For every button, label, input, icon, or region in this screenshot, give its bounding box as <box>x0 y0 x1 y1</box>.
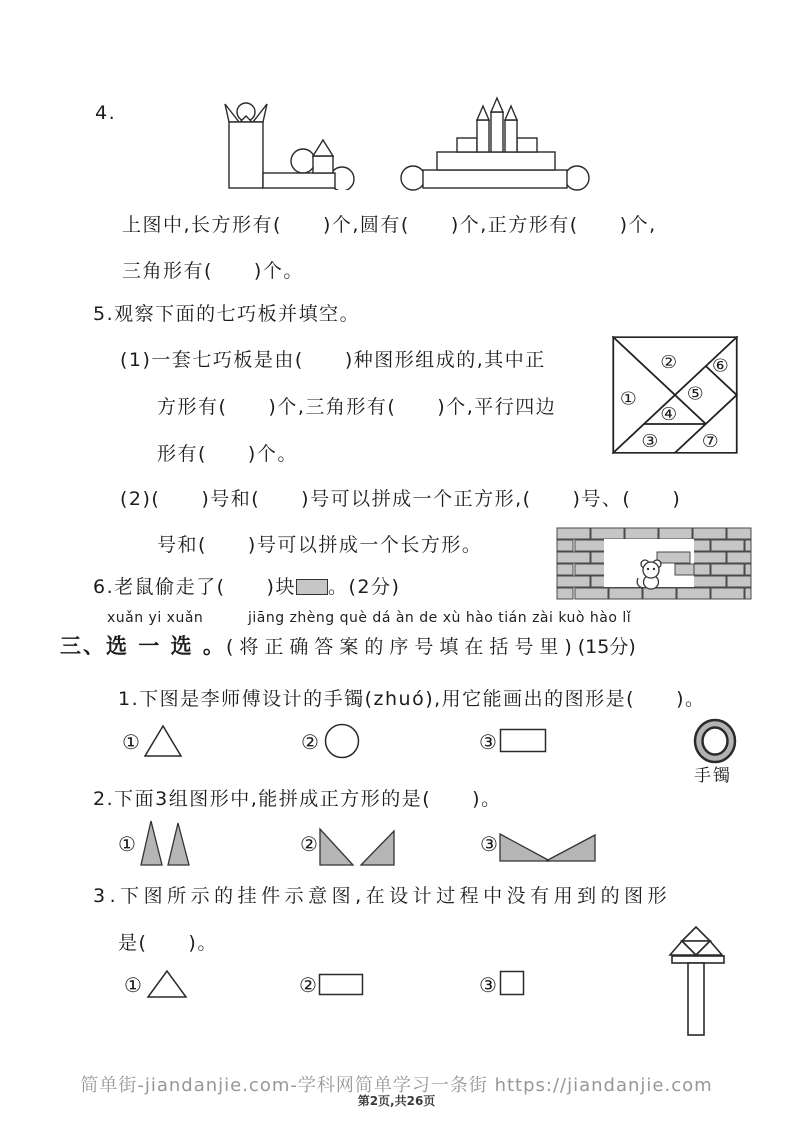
s3q3-line2: 是( )。 <box>118 932 218 954</box>
tangram-diagram <box>612 336 738 454</box>
roof-left <box>477 106 489 120</box>
s3q2-option2-triangles <box>318 824 396 868</box>
q6-text-before: 6.老鼠偷走了( )块 <box>93 576 296 598</box>
house-roof-triangle <box>313 140 333 156</box>
s3q3-option2-rectangle <box>318 973 364 996</box>
section3-heading-bold: 三、选 一 选 。 <box>60 634 226 658</box>
q4-figure-left <box>222 100 356 190</box>
section3-heading-score: (15分) <box>577 636 636 658</box>
q4-number: 4. <box>95 102 117 124</box>
s3q3-option1-triangle <box>145 968 189 1000</box>
s3q1-option1-label: ① <box>122 730 140 754</box>
right-end-circle <box>565 166 589 190</box>
s3q2-text: 2.下面3组图形中,能拼成正方形的是( )。 <box>93 788 502 810</box>
roof-right <box>505 106 517 120</box>
s3q2-option3-triangles <box>498 830 598 864</box>
pendant-stem-rectangle <box>688 963 704 1035</box>
small-rect-left <box>457 138 477 152</box>
section3-heading-paren: (将正确答案的序号填在括号里) <box>225 636 578 658</box>
tangram-label-5: ⑤ <box>686 384 704 405</box>
tangram-label-7: ⑦ <box>701 431 719 452</box>
tangram-label-4: ④ <box>660 404 678 425</box>
s3q2-option3-label: ③ <box>480 832 498 856</box>
s3q1-text: 1.下图是李师傅设计的手镯(zhuó),用它能画出的图形是( )。 <box>118 688 706 710</box>
s3q3-option2-label: ② <box>299 973 317 997</box>
s3q3-line1: 3.下图所示的挂件示意图,在设计过程中没有用到的图形 <box>93 885 672 907</box>
s3q3-option3-label: ③ <box>479 973 497 997</box>
middle-rectangle <box>437 152 555 170</box>
small-rect-right <box>517 138 537 152</box>
pinyin-xuanyixuan: xuǎn yi xuǎn <box>107 610 204 626</box>
q5-part1-line3: 形有( )个。 <box>157 443 298 465</box>
pendant-top-triangle <box>682 927 710 941</box>
tangram-label-3: ③ <box>641 431 659 452</box>
tangram-label-2: ② <box>660 352 678 373</box>
pendant-bar-rectangle <box>672 956 724 963</box>
tangram-label-6: ⑥ <box>711 355 729 377</box>
tower-left <box>477 120 489 152</box>
q4-figure-right <box>400 90 590 192</box>
s3q1-option3-label: ③ <box>479 730 497 754</box>
bracelet-label: 手镯 <box>694 766 732 786</box>
q5-part2-line2: 号和( )号可以拼成一个长方形。 <box>157 534 483 556</box>
base-rectangle <box>263 173 335 188</box>
section3-heading <box>60 630 636 660</box>
brick-wall-figure <box>556 526 752 602</box>
left-end-circle <box>401 166 425 190</box>
tower-right <box>505 120 517 152</box>
s3q3-option1-label: ① <box>124 973 142 997</box>
q5-part1-line1: (1)一套七巧板是由( )种图形组成的,其中正 <box>120 349 546 371</box>
s3q1-option1-triangle <box>143 723 183 759</box>
s3q2-option1-triangles <box>138 818 194 868</box>
q6-text-after: 。(2分) <box>327 576 401 598</box>
roof-center <box>491 98 503 112</box>
footer-page-number: 第2页,共26页 <box>357 1094 436 1108</box>
q5-part1-line2: 方形有( )个,三角形有( )个,平行四边 <box>157 396 557 418</box>
s3q3-option3-square <box>499 970 525 996</box>
pendant-figure <box>660 922 760 1037</box>
brick-glyph <box>296 579 328 595</box>
s3q1-option3-rectangle <box>499 728 547 753</box>
s3q2-option1-label: ① <box>118 832 136 856</box>
q6-line <box>93 572 400 599</box>
bracelet-figure <box>686 716 744 766</box>
q5-part2-line1: (2)( )号和( )号可以拼成一个正方形,( )号、( ) <box>120 488 682 510</box>
middle-circle <box>291 149 315 173</box>
tower-center <box>491 112 503 152</box>
s3q1-option2-label: ② <box>301 730 319 754</box>
tangram-label-1: ① <box>619 388 637 410</box>
footer-site-line: 简单街-jiandanjie.com-学科网简单学习一条街 https://jiandanjie.com <box>80 1075 713 1096</box>
s3q2-option2-label: ② <box>300 832 318 856</box>
pinyin-instruction: jiāng zhèng què dá àn de xù hào tián zài kuò hào lǐ <box>248 610 632 626</box>
q4-line2: 三角形有( )个。 <box>122 260 304 282</box>
bottom-rectangle <box>423 170 567 188</box>
s3q1-option2-circle <box>322 721 362 761</box>
house-square <box>313 156 333 173</box>
tower-rectangle <box>229 122 263 188</box>
q5-title: 5.观察下面的七巧板并填空。 <box>93 303 361 325</box>
q4-line1: 上图中,长方形有( )个,圆有( )个,正方形有( )个, <box>122 214 657 236</box>
